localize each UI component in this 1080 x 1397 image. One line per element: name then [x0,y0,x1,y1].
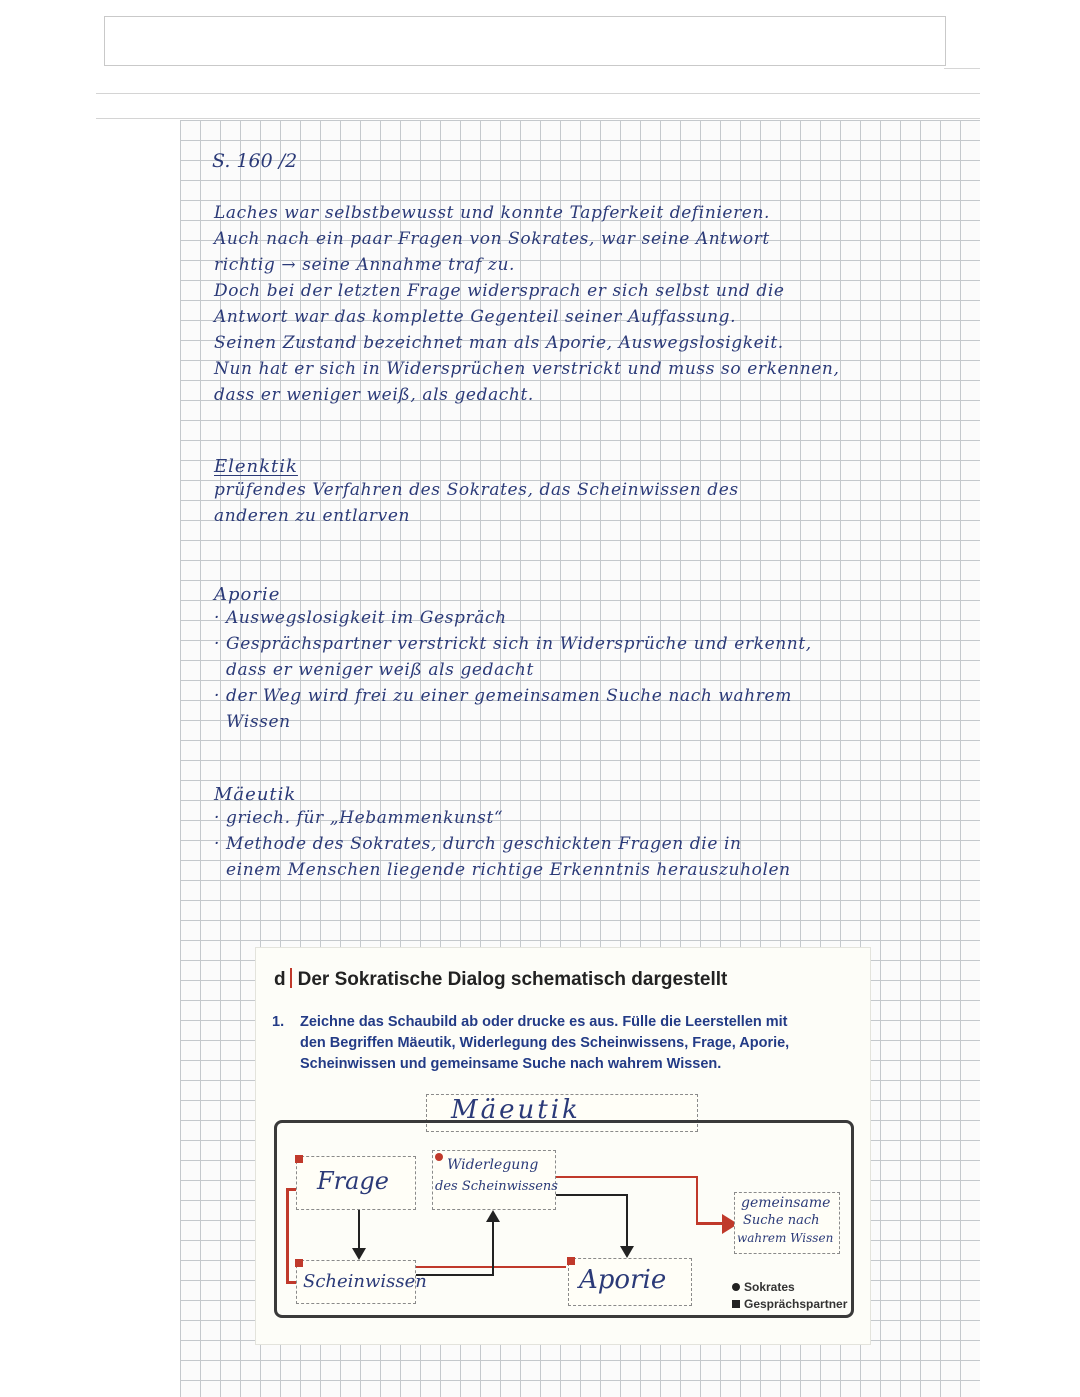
textbook-excerpt [256,948,870,1344]
partner-marker [295,1155,303,1163]
legend-item-sokrates [732,1278,847,1295]
slot-widerlegung [432,1150,556,1210]
slot-scheinwissen [296,1260,427,1304]
paragraph-line: Auch nach ein paar Fragen von Sokrates, war seine Antwort [214,229,770,249]
slot-scheinwissen-text: Scheinwissen [303,1271,427,1292]
paragraph-line: dass er weniger weiß, als gedacht. [214,385,534,405]
maeeutik-line: · griech. für „Hebammenkunst“ [214,808,504,828]
textbook-title-row [274,968,727,991]
paragraph-line: Antwort war das komplette Gegenteil seiner Auffassung. [214,307,737,327]
maeeutik-line: einem Menschen liegende richtige Erkenntnis herauszuholen [214,860,791,880]
connector-red [416,1266,566,1268]
aporie-line: dass er weniger weiß als gedacht [214,660,534,680]
paragraph-line: richtig → seine Annahme traf zu. [214,255,516,275]
aporie-line: · Auswegslosigkeit im Gespräch [214,608,507,628]
elenktik-section [214,456,739,529]
connector-red [286,1188,289,1284]
maeeutik-section [214,784,791,883]
aporie-line: · Gesprächspartner verstrickt sich in Widersprüche und erkennt, [214,634,812,654]
connector-red [696,1176,698,1222]
top-card-tab [944,16,980,69]
arrow-wider-to-aporie [626,1194,628,1250]
paragraph-line: Laches war selbstbewusst und konnte Tapferkeit definieren. [214,203,771,223]
legend-sokrates-label: Sokrates [744,1279,795,1294]
aporie-line: · der Weg wird frei zu einer gemeinsamen Suche nach wahrem [214,686,792,706]
arrow-frage-to-schein [358,1210,360,1252]
aporie-section [214,584,812,735]
paragraph-line: Seinen Zustand bezeichnet man als Aporie, Auswegslosigkeit. [214,333,784,353]
arrow-wider-to-aporie [556,1194,628,1196]
arrow-schein-to-wider [492,1218,494,1276]
top-card [104,16,946,66]
elenktik-heading: Elenktik [214,456,298,477]
divider-line [96,118,980,119]
legend-item-partner [732,1295,847,1312]
arrow-schein-to-wider [416,1274,494,1276]
slot-result-line: gemeinsame [741,1195,831,1211]
square-icon [732,1300,740,1308]
circle-icon [732,1283,740,1291]
elenktik-line: anderen zu entlarven [214,506,411,526]
connector-red [556,1176,698,1178]
sokrates-marker [435,1153,443,1161]
aporie-heading: Aporie [214,584,281,605]
task-line: Scheinwissen und gemeinsame Suche nach wahrem Wissen. [300,1056,722,1072]
page-reference: S. 160 /2 [212,150,298,172]
slot-result-line: wahrem Wissen [737,1231,834,1245]
paragraph-line: Doch bei der letzten Frage widersprach er sich selbst und die [214,281,785,301]
divider-line [96,93,980,94]
task-text [300,1012,830,1075]
slot-frage-text: Frage [317,1167,389,1195]
section-letter: d [274,969,286,990]
arrow-head [352,1248,366,1260]
legend-partner-label: Gesprächspartner [744,1296,848,1311]
textbook-title: Der Sokratische Dialog schematisch dargestellt [297,969,728,990]
slot-widerlegung-line: Widerlegung [447,1157,539,1173]
slot-aporie-text: Aporie [579,1265,667,1295]
task-number: 1. [272,1014,285,1030]
slot-frage [296,1156,416,1210]
slot-result-line: Suche nach [743,1213,820,1228]
task-line: Zeichne das Schaubild ab oder drucke es aus. Fülle die Leerstellen mit [300,1014,788,1030]
slot-result [734,1192,840,1254]
task-line: den Begriffen Mäeutik, Widerlegung des Scheinwissens, Frage, Aporie, [300,1035,790,1051]
legend [732,1278,847,1312]
arrow-head [486,1210,500,1222]
arrow-head [620,1246,634,1258]
slot-widerlegung-line: des Scheinwissens [435,1179,558,1194]
elenktik-line: prüfendes Verfahren des Sokrates, das Scheinwissen des [214,480,739,500]
aporie-line: Wissen [214,712,291,732]
answer-paragraph [214,200,839,408]
partner-marker [567,1257,575,1265]
slot-aporie [568,1258,692,1306]
maeeutik-heading: Mäeutik [214,784,297,805]
paragraph-line: Nun hat er sich in Widersprüchen verstrickt und muss so erkennen, [214,359,840,379]
partner-marker [295,1259,303,1267]
title-bar [290,968,292,988]
maeeutik-line: · Methode des Sokrates, durch geschickten Fragen die in [214,834,742,854]
slot-maeeutik-text: Mäeutik [451,1095,581,1125]
